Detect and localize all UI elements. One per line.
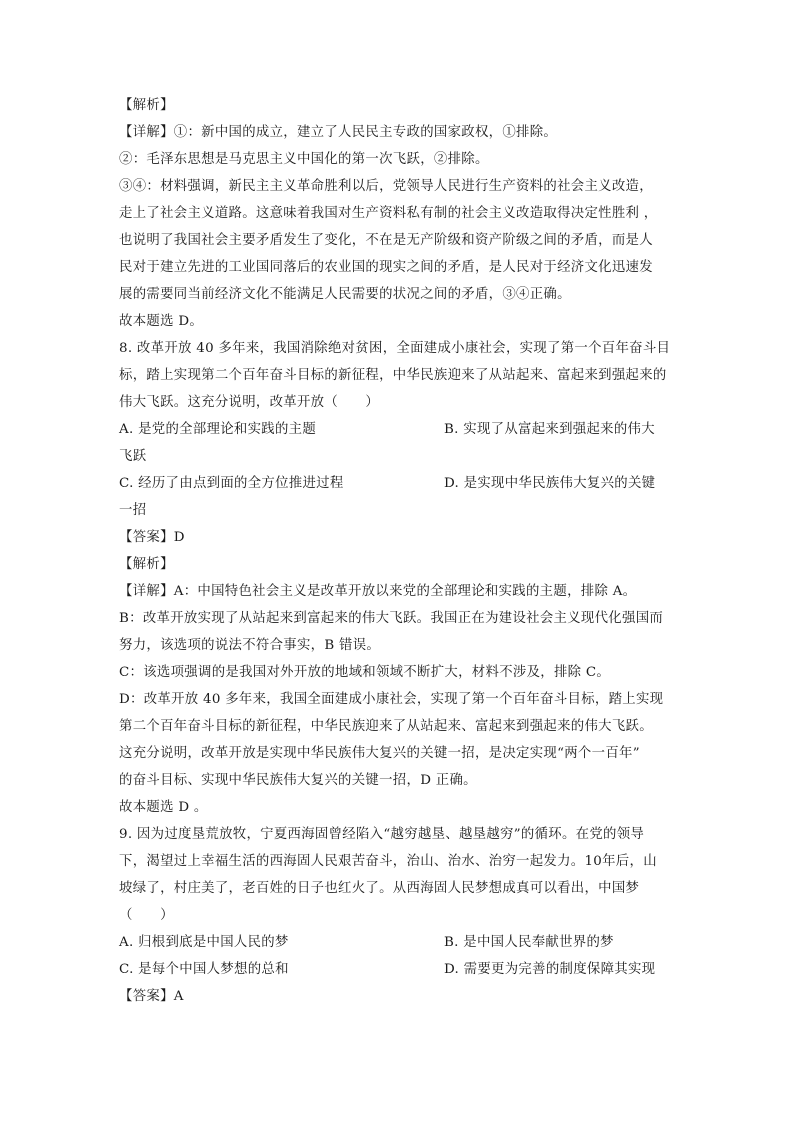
detail-line: 第二个百年奋斗目标的新征程，中华民族迎来了从站起来、富起来到强起来的伟大飞跃。 xyxy=(119,719,653,734)
q8-answer: 【答案】D xyxy=(119,530,185,545)
q8-analysis-heading: 【解析】 xyxy=(119,557,174,572)
q8-conclusion: 故本题选 D 。 xyxy=(119,800,208,815)
q8-detail-a: 【详解】A：中国特色社会主义是改革开放以来党的全部理论和实践的主题，排除 A。 xyxy=(119,584,637,599)
detail-line: 走上了社会主义道路。这意味着我国对生产资料私有制的社会主义改造取得决定性胜利 ， xyxy=(119,206,658,221)
q8-option-d: D. 是实现中华民族伟大复兴的关键 xyxy=(444,476,656,491)
detail-line: D：改革开放 40 多年来，我国全面建成小康社会，实现了第一个百年奋斗目标，踏上实现 xyxy=(119,692,664,707)
detail-line: B：改革开放实现了从站起来到富起来的伟大飞跃。我国正在为建设社会主义现代化强国而 xyxy=(119,611,664,626)
q8-options-cd xyxy=(119,470,679,497)
detail-line: 这充分说明，改革开放是实现中华民族伟大复兴的关键一招，是决定实现“两个一百年” xyxy=(119,746,640,761)
q8-detail-c: C：该选项强调的是我国对外开放的地域和领域不断扩大，材料不涉及，排除 C。 xyxy=(119,665,611,680)
question-stem-line: 下，渴望过上幸福生活的西海固人民艰苦奋斗，治山、治水、治穷一起发力。10年后，山 xyxy=(119,854,657,869)
q8-option-b-tail: 飞跃 xyxy=(119,449,147,464)
question-9-stem xyxy=(119,821,679,929)
q9-option-b: B. 是中国人民奉献世界的梦 xyxy=(444,935,614,950)
q8-option-d-tail: 一招 xyxy=(119,503,147,518)
detail-line: 努力，该选项的说法不符合事实，B 错误。 xyxy=(119,638,381,653)
question-stem-line: 8. 改革开放 40 多年来，我国消除绝对贫困，全面建成小康社会，实现了第一个百年奋斗目 xyxy=(119,341,671,356)
q8-option-a: A. 是党的全部理论和实践的主题 xyxy=(119,422,317,437)
q9-option-a: A. 归根到底是中国人民的梦 xyxy=(119,935,289,950)
document-content xyxy=(119,92,679,1010)
q9-answer: 【答案】A xyxy=(119,989,184,1004)
question-stem-line: （ ） xyxy=(119,908,174,923)
detail-line: 民对于建立先进的工业国同落后的农业国的现实之间的矛盾，是人民对于经济文化迅速发 xyxy=(119,260,653,275)
question-stem-line: 坡绿了，村庄美了，老百姓的日子也红火了。从西海固人民梦想成真可以看出，中国梦 xyxy=(119,881,640,896)
q8-detail-b xyxy=(119,605,679,659)
q9-option-c: C. 是每个中国人梦想的总和 xyxy=(119,962,289,977)
question-stem-line: 伟大飞跃。这充分说明，改革开放（ ） xyxy=(119,395,380,410)
q8-options-ab xyxy=(119,416,679,443)
question-stem-line: 9. 因为过度垦荒放牧，宁夏西海固曾经陷入“越穷越垦、越垦越穷”的循环。在党的领导 xyxy=(119,827,645,842)
detail-line-1: 【详解】①：新中国的成立，建立了人民民主专政的国家政权，①排除。 xyxy=(119,125,558,140)
conclusion-line: 故本题选 D。 xyxy=(119,314,204,329)
q9-options-cd xyxy=(119,956,679,983)
detail-line: ③④：材料强调，新民主主义革命胜利以后，党领导人民进行生产资料的社会主义改造， xyxy=(119,179,653,194)
q9-option-d: D. 需要更为完善的制度保障其实现 xyxy=(444,962,656,977)
detail-line: 也说明了我国社会主要矛盾发生了变化，不在是无产阶级和资产阶级之间的矛盾，而是人 xyxy=(119,233,653,248)
q8-detail-d xyxy=(119,686,679,794)
detail-paragraph-34 xyxy=(119,173,679,308)
analysis-heading: 【解析】 xyxy=(119,98,174,113)
q8-option-b: B. 实现了从富起来到强起来的伟大 xyxy=(444,422,655,437)
detail-line-2: ②：毛泽东思想是马克思主义中国化的第一次飞跃，②排除。 xyxy=(119,152,489,167)
q9-options-ab xyxy=(119,929,679,956)
detail-line: 的奋斗目标、实现中华民族伟大复兴的关键一招，D 正确。 xyxy=(119,773,477,788)
question-8-stem xyxy=(119,335,679,416)
q8-option-c: C. 经历了由点到面的全方位推进过程 xyxy=(119,476,344,491)
detail-line: 展的需要同当前经济文化不能满足人民需要的状况之间的矛盾，③④正确。 xyxy=(119,287,571,302)
question-stem-line: 标，踏上实现第二个百年奋斗目标的新征程，中华民族迎来了从站起来、富起来到强起来的 xyxy=(119,368,667,383)
